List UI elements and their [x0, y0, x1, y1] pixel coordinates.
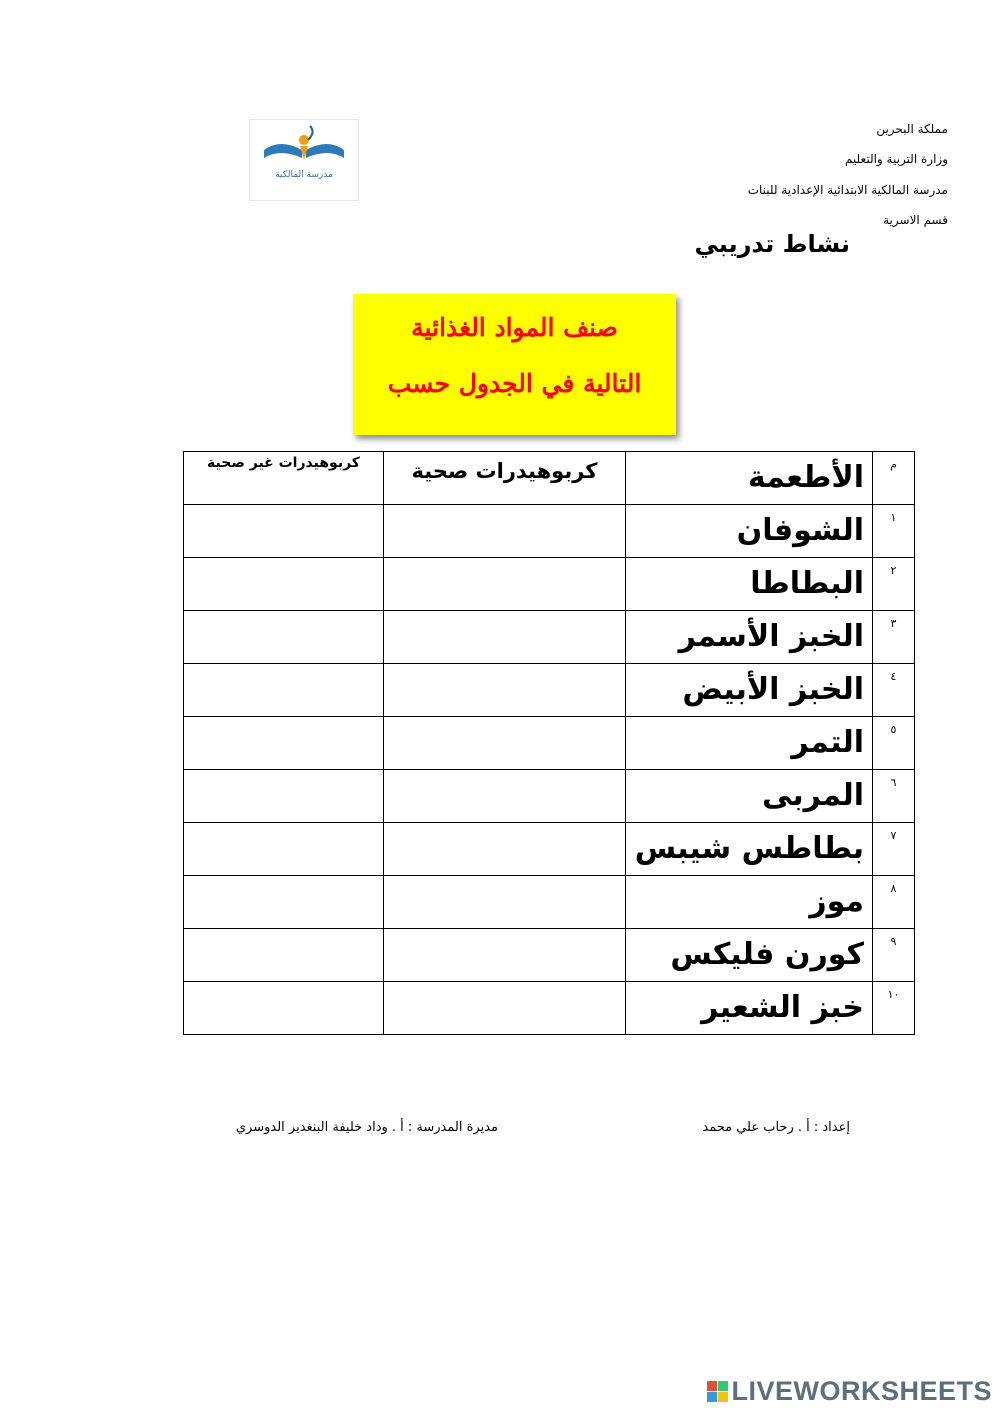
table-header-row: [184, 452, 915, 505]
food-name: التمر: [626, 717, 873, 770]
unhealthy-carbs-cell[interactable]: [184, 770, 384, 823]
row-number: ٣: [873, 611, 915, 664]
header-unhealthy: كربوهيدرات غير صحية: [184, 452, 384, 505]
food-name: البطاطا: [626, 558, 873, 611]
table-row: [184, 823, 915, 876]
header-food: الأطعمة: [626, 452, 873, 505]
healthy-carbs-cell[interactable]: [384, 717, 626, 770]
logo-caption: مدرسة المالكية: [275, 170, 333, 180]
row-number: ٢: [873, 558, 915, 611]
healthy-carbs-cell[interactable]: [384, 982, 626, 1035]
food-name: خبز الشعير: [626, 982, 873, 1035]
classification-table: [183, 451, 915, 1035]
table-row: [184, 717, 915, 770]
food-name: بطاطس شيبس: [626, 823, 873, 876]
header-line-school: مدرسة المالكية الابتدائية الإعدادية للبنات: [747, 183, 948, 197]
food-name: المربى: [626, 770, 873, 823]
row-number: ٦: [873, 770, 915, 823]
unhealthy-carbs-cell[interactable]: [184, 876, 384, 929]
unhealthy-carbs-cell[interactable]: [184, 611, 384, 664]
food-name: الشوفان: [626, 505, 873, 558]
table-row: [184, 611, 915, 664]
watermark-text: LIVEWORKSHEETS: [731, 1376, 992, 1406]
food-name: كورن فليكس: [626, 929, 873, 982]
liveworksheets-logo-icon: [707, 1381, 728, 1402]
table-row: [184, 929, 915, 982]
prepared-by: إعداد : أ . رحاب علي محمد: [702, 1120, 850, 1135]
unhealthy-carbs-cell[interactable]: [184, 929, 384, 982]
unhealthy-carbs-cell[interactable]: [184, 982, 384, 1035]
healthy-carbs-cell[interactable]: [384, 876, 626, 929]
healthy-carbs-cell[interactable]: [384, 558, 626, 611]
row-number: ٥: [873, 717, 915, 770]
row-number: ٨: [873, 876, 915, 929]
header-healthy: كربوهيدرات صحية: [384, 452, 626, 505]
healthy-carbs-cell[interactable]: [384, 505, 626, 558]
principal: مديرة المدرسة : أ . وداد خليفة البنغدير الدوسري: [235, 1120, 498, 1135]
healthy-carbs-cell[interactable]: [384, 611, 626, 664]
header-line-kingdom: مملكة البحرين: [876, 122, 948, 136]
row-number: ٤: [873, 664, 915, 717]
table-row: [184, 770, 915, 823]
instruction-line-2: التالية في الجدول حسب: [387, 369, 642, 398]
healthy-carbs-cell[interactable]: [384, 929, 626, 982]
activity-title: نشاط تدريبي: [694, 230, 850, 258]
unhealthy-carbs-cell[interactable]: [184, 664, 384, 717]
row-number: ١٠: [873, 982, 915, 1035]
unhealthy-carbs-cell[interactable]: [184, 823, 384, 876]
food-name: الخبز الأبيض: [626, 664, 873, 717]
row-number: ١: [873, 505, 915, 558]
header-num: م: [873, 452, 915, 505]
table-row: [184, 876, 915, 929]
healthy-carbs-cell[interactable]: [384, 823, 626, 876]
table-row: [184, 505, 915, 558]
header-line-department: قسم الاسرية: [883, 213, 948, 227]
healthy-carbs-cell[interactable]: [384, 770, 626, 823]
instruction-line-1: صنف المواد الغذائية: [411, 313, 618, 342]
unhealthy-carbs-cell[interactable]: [184, 717, 384, 770]
school-logo: [250, 120, 358, 200]
liveworksheets-watermark: [707, 1376, 992, 1407]
healthy-carbs-cell[interactable]: [384, 664, 626, 717]
table-row: [184, 558, 915, 611]
book-emblem-icon: [250, 120, 358, 170]
table-row: [184, 664, 915, 717]
header-line-ministry: وزارة التربية والتعليم: [844, 152, 948, 166]
food-name: الخبز الأسمر: [626, 611, 873, 664]
table-row: [184, 982, 915, 1035]
unhealthy-carbs-cell[interactable]: [184, 558, 384, 611]
food-name: موز: [626, 876, 873, 929]
unhealthy-carbs-cell[interactable]: [184, 505, 384, 558]
row-number: ٩: [873, 929, 915, 982]
row-number: ٧: [873, 823, 915, 876]
instruction-box: [353, 294, 676, 435]
